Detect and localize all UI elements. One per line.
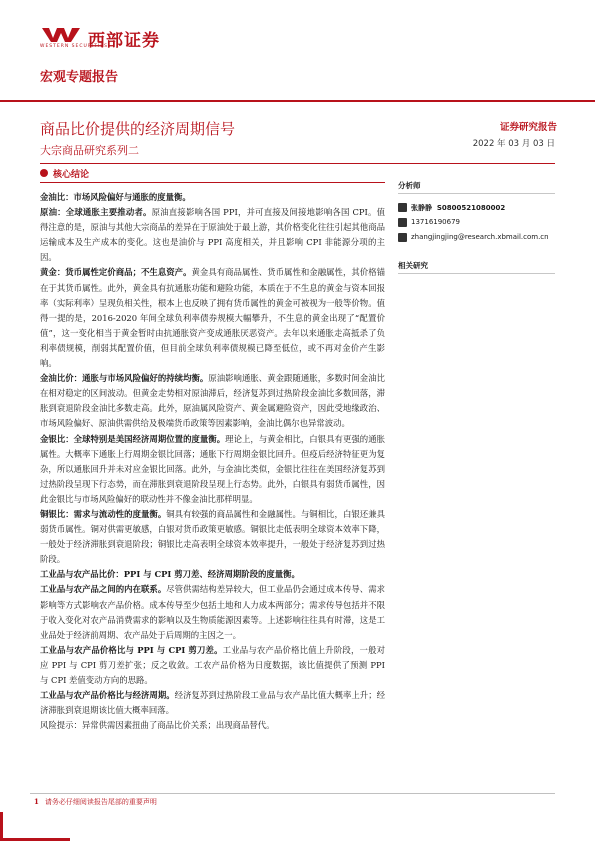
person-icon [398,203,407,212]
paragraph: 原油：全球通胀主要推动者。原油直接影响各国 PPI，并可直接及间接地影响各国 CPI。值得注意的是，原油与其他大宗商品的差异在于原油处于最上游，其价格变化往往引起其他商品运输成本及生产成本的变化。这也是油价与 PPI 高度相关，并且影响 CPI 非能源分项的主因。 [40,207,385,263]
analyst-row [398,203,555,218]
corner-accent-vertical [0,812,3,841]
footer [34,797,157,807]
logo-text: 西部证券 [88,31,160,51]
paragraph: 工业品与农产品价格比与 PPI 与 CPI 剪刀差。工业品与农产品价格比值上升阶段，一般对应 PPI 与 CPI 剪刀差扩张；反之收敛。工农产品价格为日度数据，该比值提供了预测 PPI 与 CPI 差值变动方向的思路。 [40,644,386,685]
logo-subtext: WESTERN SECURITIES [40,44,109,49]
page-subtitle: 大宗商品研究系列二 [40,144,139,157]
analyst-heading: 分析师 [398,180,555,194]
email-address[interactable]: zhangjingjing@research.xbmail.com.cn [411,233,549,241]
paragraph: 金油比：市场风险偏好与通胀的度量衡。 [40,192,191,202]
disclaimer-text: 请务必仔细阅读报告尾部的重要声明 [44,798,157,806]
related-heading: 相关研究 [398,260,555,274]
paragraph: 工业品与农产品之间的内在联系。尽管供需结构差异较大，但工业品仍会通过成本传导、需求影响等方式影响农产品价格。成本传导至少包括土地和人力成本两部分；需求传导包括并不限于收入变化对农产品消费需求的影响以及生物质能源因素等。上述影响往往具有时滞，这是工业品处于经济前周期、农产品处于后周期的主因之一。 [40,584,385,640]
paragraph: 铜银比：需求与流动性的度量衡。铜具有较强的商品属性和金融属性。与铜相比，白银还兼具弱货币属性。铜对供需更敏感，白银对货币政策更敏感。铜银比走低表明全球资本效率下降，一般处于经济滞胀到衰退阶段；铜银比走高表明全球资本效率提升，一般处于经济复苏到过热阶段。 [40,508,385,565]
email-row [398,233,555,248]
report-category: 证券研究报告 [499,122,557,133]
sidebar [398,180,555,274]
phone-icon [398,218,407,227]
report-type: 宏观专题报告 [40,70,119,85]
paragraph: 工业品与农产品比价：PPI 与 CPI 剪刀差、经济周期阶段的度量衡。 [40,569,300,580]
risk-paragraph: 风险提示：异常供需因素扭曲了商品比价关系；出现商品替代。 [40,720,275,731]
page-title: 商品比价提供的经济周期信号 [40,120,236,138]
paragraph: 工业品与农产品价格比与经济周期。经济复苏到过热阶段工业品与农产品比值大概率上升；经济滞胀到衰退期该比值大概率回落。 [40,690,386,716]
section-divider [40,163,555,164]
paragraph: 金油比价：通胀与市场风险偏好的持续均衡。原油影响通胀、黄金跟随通胀，多数时间金油比在相对稳定的区间波动。但黄金走势相对原油滞后，经济复苏到过热阶段金油比多数回落，滞胀到衰退阶段金油比多数走高。此外，原油属风险资产、黄金属避险资产，因此受地缘政治、市场风险偏好、原油供需供给及极端货币政策等因素影响，金油比偶尔也异常波动。 [40,373,385,429]
section-underline [40,182,385,183]
bullet-icon [40,169,48,177]
paragraph: 黄金：货币属性定价商品；不生息资产。黄金具有商品属性、货币属性和金融属性，其价格锚在于其货币属性。此外，黄金具有抗通胀功能和避险功能，本质在于不生息的黄金与资本回报率（实际利率）呈现负相关性，根本上也反映了拥有货币属性的黄金可被视为一般等价物。值得一提的是，2016-2020 年间全球负利率债券规模大幅攀升，不生息的黄金出现了“配置价值”，这一变化相当于黄金暂时由抗通胀资产变成通胀厌恶资产。去年以来通胀走高抵杀了负利率债规模，削弱其配置价值，但目前全球负利率债规模已降至低位，或不再对金价产生影响。 [40,267,386,369]
phone-row [398,218,555,233]
main-body [40,190,385,733]
phone-number: 13716190679 [411,218,460,226]
analyst-name: 张静静 [411,204,432,212]
footer-divider [30,793,555,794]
email-icon [398,233,407,242]
page-number: 1 [34,797,39,806]
analyst-cert: S0800521080002 [436,204,506,212]
top-divider [0,100,595,102]
section-header [40,166,385,183]
company-logo [40,24,200,52]
section-title: 核心结论 [53,170,90,180]
report-date: 2022 年 03 月 03 日 [472,139,555,149]
paragraph: 金银比：全球特别是美国经济周期位置的度量衡。理论上，与黄金相比，白银具有更强的通胀属性。大概率下通胀上行周期金银比回落；通胀下行周期金银比回升。但疫后经济特征更为复杂，所以通胀回升并未对应金银比回落。此外，与金油比类似，金银比往往在美国经济复苏到过热阶段呈现下行态势，而在滞胀到衰退阶段呈现上行态势。此外，白银具有弱货币属性，因此金银比与市场风险偏好的联动性并不像金油比那样明显。 [40,433,386,504]
